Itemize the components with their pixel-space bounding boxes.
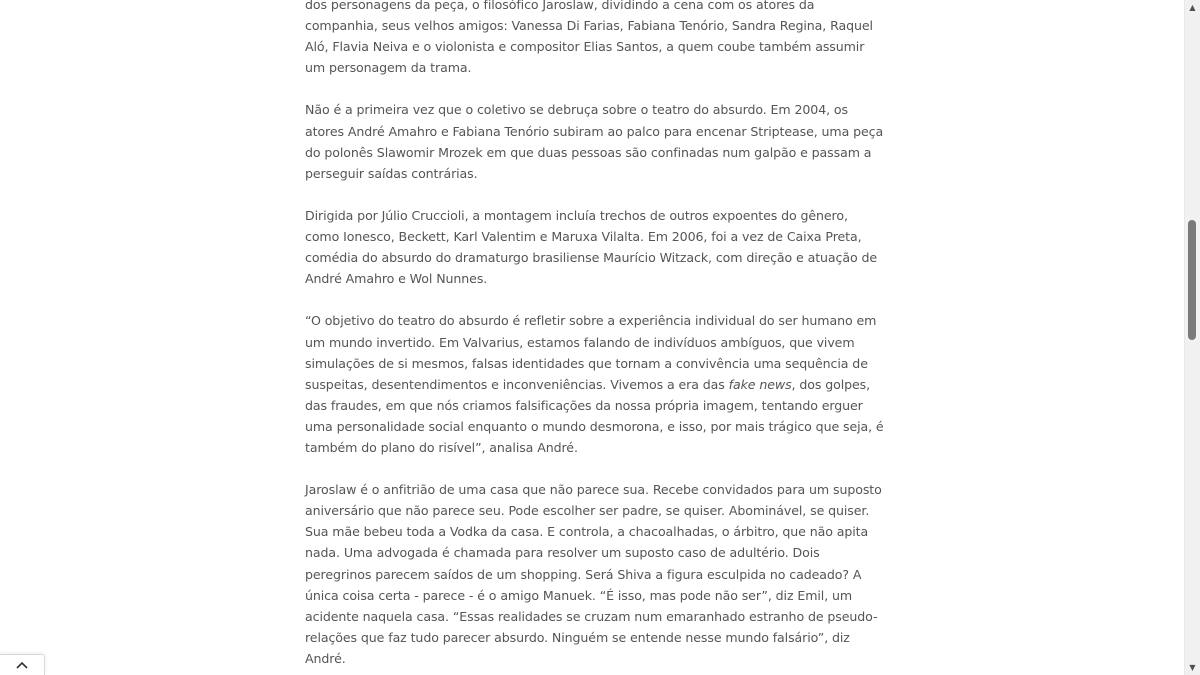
paragraph-text: , dos golpes, das fraudes, em que nós criamos falsificações da nossa própria imagem, tentando erguer uma personalidade social enquanto o mundo desmorona, e isso, por mais trágico que seja, é também do plano do risível”, analisa André. (305, 376, 884, 455)
back-to-top-button[interactable] (0, 654, 45, 675)
chevron-up-icon (15, 660, 29, 670)
article-paragraph (305, 310, 885, 458)
paragraph-text: Dirigida por Júlio Cruccioli, a montagem incluía trechos de outros expoentes do gênero, como Ionesco, Beckett, Karl Valentim e Maruxa Vilalta. Em 2006, foi a vez de Caixa Preta, comédia do absurdo do dramaturgo brasiliense Maurício Witzack, com direção e atuação de André Amahro e Wol Nunnes. (305, 207, 878, 287)
paragraph-text: “O objetivo do teatro do absurdo é refletir sobre a experiência individual do ser humano em um mundo invertido. Em Valvarius, estamos falando de indivíduos ambíguos, que vivem simulações de si mesmos, falsas identidades que tornam a convivência uma sequência de suspeitas, desentendimentos e inconveniências. Vivemos a era das (305, 313, 877, 392)
paragraph-text: Não é a primeira vez que o coletivo se debruça sobre o teatro do absurdo. Em 2004, os atores André Amahro e Fabiana Tenório subiram ao palco para encenar Striptease, uma peça do polonês Slawomir Mrozek em que duas pessoas são confinadas num galpão e passam a perseguir saídas contrárias. (305, 102, 884, 181)
article-paragraph (305, 479, 885, 669)
paragraph-text: Jaroslaw é o anfitrião de uma casa que não parece sua. Recebe convidados para um suposto aniversário que não parece seu. Pode escolher ser padre, se quiser. Abominável, se quiser. Sua mãe bebeu toda a Vodka da casa. E controla, a chacoalhadas, o árbitro, que não apita nada. Uma advogada é chamada para resolver um suposto caso de adultério. Dois peregrinos parecem saídos de um shopping. Será Shiva a figura esculpida no cadeado? A única coisa certa - parece - é o amigo Manuek. “É isso, mas pode não ser”, diz Emil, um acidente naquela casa. “Essas realidades se cruzam num emaranhado estranho de pseudo-relações que faz tudo parecer absurdo. Ninguém se entende nesse mundo falsário”, diz André. (305, 482, 882, 666)
scroll-down-arrow-icon[interactable]: ▼ (1189, 663, 1196, 672)
scrollbar-thumb[interactable] (1188, 220, 1196, 340)
article-paragraph (305, 0, 885, 78)
paragraph-text: dos personagens da peça, o filosófico Jaroslaw, dividindo a cena com os atores da companhia, seus velhos amigos: Vanessa Di Farias, Fabiana Tenório, Sandra Regina, Raquel Aló, Flavia Neiva e o violonista e compositor Elias Santos, a quem coube também assumir um personagem da trama. (305, 0, 873, 76)
vertical-scrollbar[interactable] (1184, 0, 1200, 675)
scroll-up-arrow-icon[interactable]: ▲ (1189, 3, 1196, 12)
article-paragraph (305, 205, 885, 289)
article-body (305, 0, 885, 675)
emphasized-text: fake news (728, 376, 792, 392)
article-paragraph (305, 99, 885, 183)
